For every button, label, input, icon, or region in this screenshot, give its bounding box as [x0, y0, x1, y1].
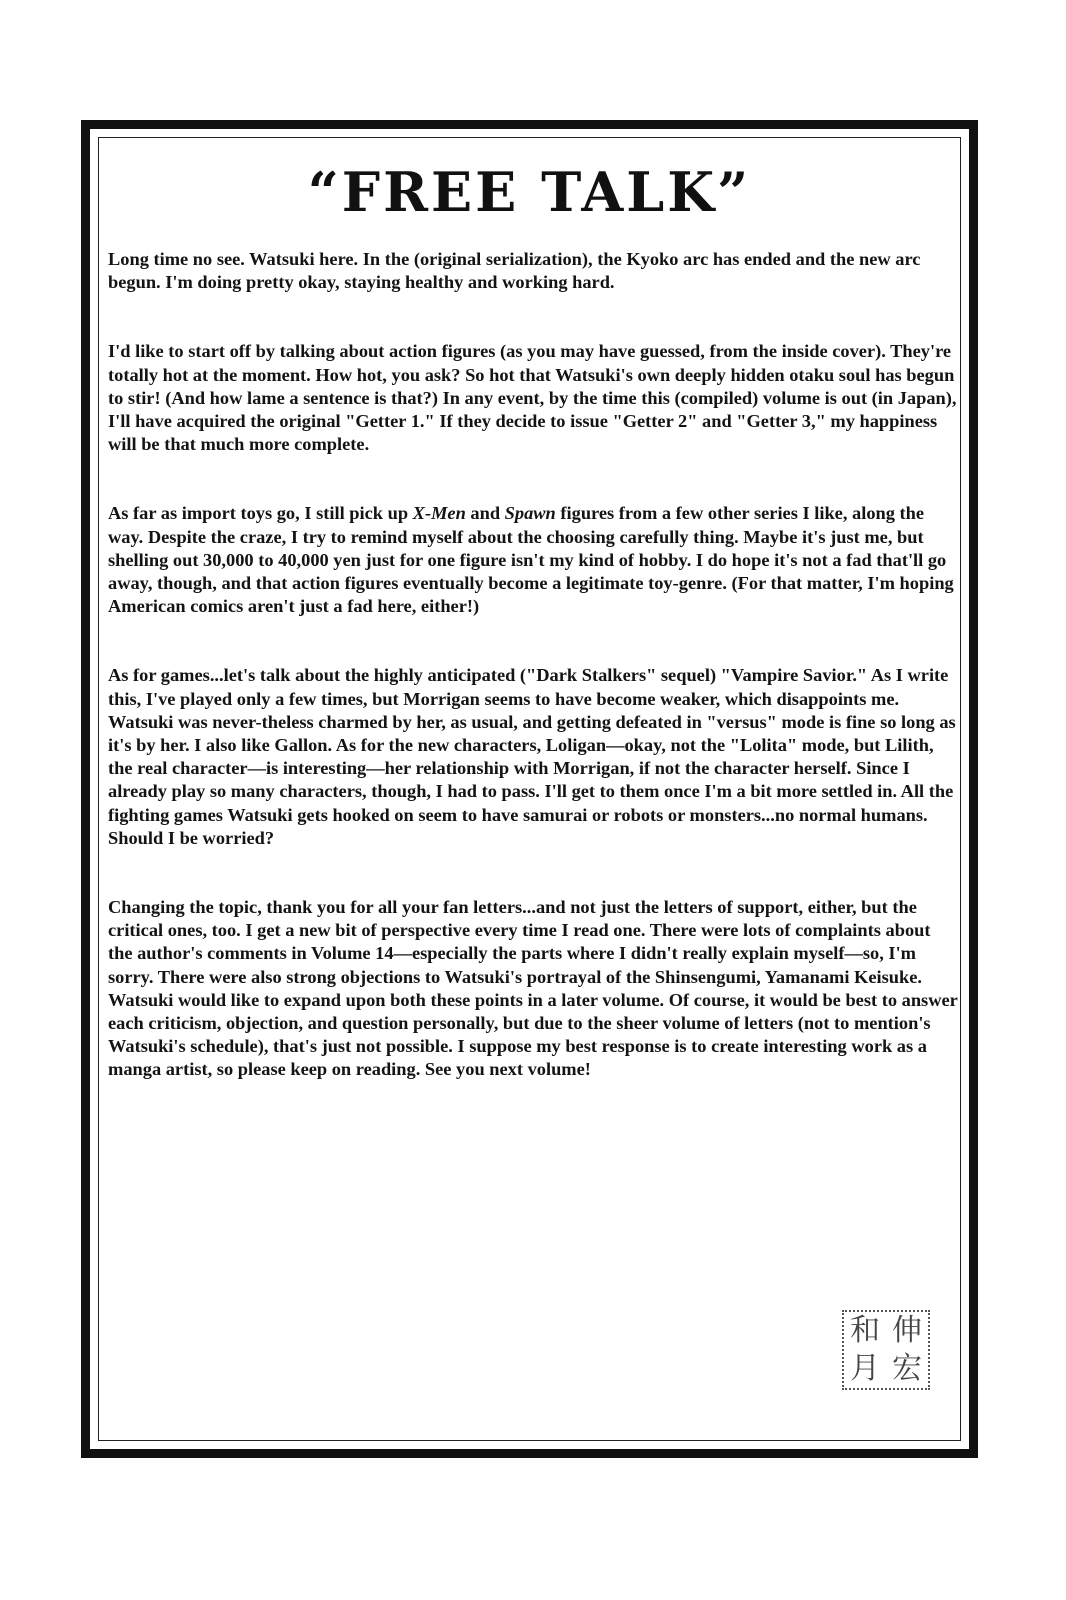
seal-char: 伸	[892, 1313, 922, 1348]
import-toys-text-1: As far as import toys go, I still pick up	[108, 503, 413, 524]
seal-char: 和	[850, 1313, 880, 1348]
seal-char: 宏	[892, 1351, 922, 1386]
author-seal-stamp	[842, 1310, 930, 1390]
import-toys-text-3: figures from a few other series I like, along the way. Despite the craze, I try to remind myself about the choosing carefully thing. Maybe it's just me, but shelling out 30,000 to 40,000 yen just for one figure isn't my kind of hobby. I do hope it's not a fad that'll go away, though, and that action figures eventually become a legitimate toy-genre. (For that matter, I'm hoping American comics aren't just a fad here, either!)	[108, 503, 954, 617]
paragraph-fan-letters: Changing the topic, thank you for all your fan letters...and not just the letters of support, either, but the critical ones, too. I get a new bit of perspective every time I read one. There were lots of complaints about the author's comments in Volume 14—especially the parts where I didn't really explain myself—so, I'm sorry. There were also strong objections to Watsuki's portrayal of the Shinsengumi, Yamanami Keisuke. Watsuki would like to expand upon both these points in a later volume. Of course, it would be best to answer each criticism, objection, and question personally, but due to the sheer volume of letters (not to mention's Watsuki's schedule), that's just not possible. I suppose my best response is to create interesting work as a manga artist, so please keep on reading. See you next volume!	[108, 897, 958, 1080]
paragraph-intro: Long time no see. Watsuki here. In the (original serialization), the Kyoko arc has ended and the new arc begun. I'm doing pretty okay, staying healthy and working hard.	[108, 249, 921, 293]
paragraph-import-toys	[108, 502, 958, 618]
paragraph-games: As for games...let's talk about the highly anticipated ("Dark Stalkers" sequel) "Vampire Savior." As I write this, I've played only a few times, but Morrigan seems to have become weaker, which disappoints me. Watsuki was never-theless charmed by her, as usual, and getting defeated in "versus" mode is fine so long as it's by her. I also like Gallon. As for the new characters, Loligan—okay, not the "Lolita" mode, but Lilith, the real character—is interesting—her relationship with Morrigan, if not the character herself. Since I already play so many characters, though, I had to pass. I'll get to them once I'm a bit more settled in. All the fighting games Watsuki gets hooked on seem to have samurai or robots or monsters...no normal humans. Should I be worried?	[108, 665, 956, 848]
paragraph-action-figures: I'd like to start off by talking about action figures (as you may have guessed, from the inside cover). They're totally hot at the moment. How hot, you ask? So hot that Watsuki's own deeply hidden otaku soul has begun to stir! (And how lame a sentence is that?) In any event, by the time this (compiled) volume is out (in Japan), I'll have acquired the original "Getter 1." If they decide to issue "Getter 2" and "Getter 3," my happiness will be that much more complete.	[108, 341, 957, 455]
inner-border	[98, 137, 961, 1441]
free-talk-body	[108, 248, 958, 1128]
spawn-title: Spawn	[504, 503, 556, 524]
page-border	[81, 120, 978, 1458]
page-title: “FREE TALK”	[307, 160, 752, 224]
import-toys-text-2: and	[465, 503, 505, 524]
seal-char: 月	[850, 1351, 880, 1386]
xmen-title: X-Men	[412, 503, 466, 524]
